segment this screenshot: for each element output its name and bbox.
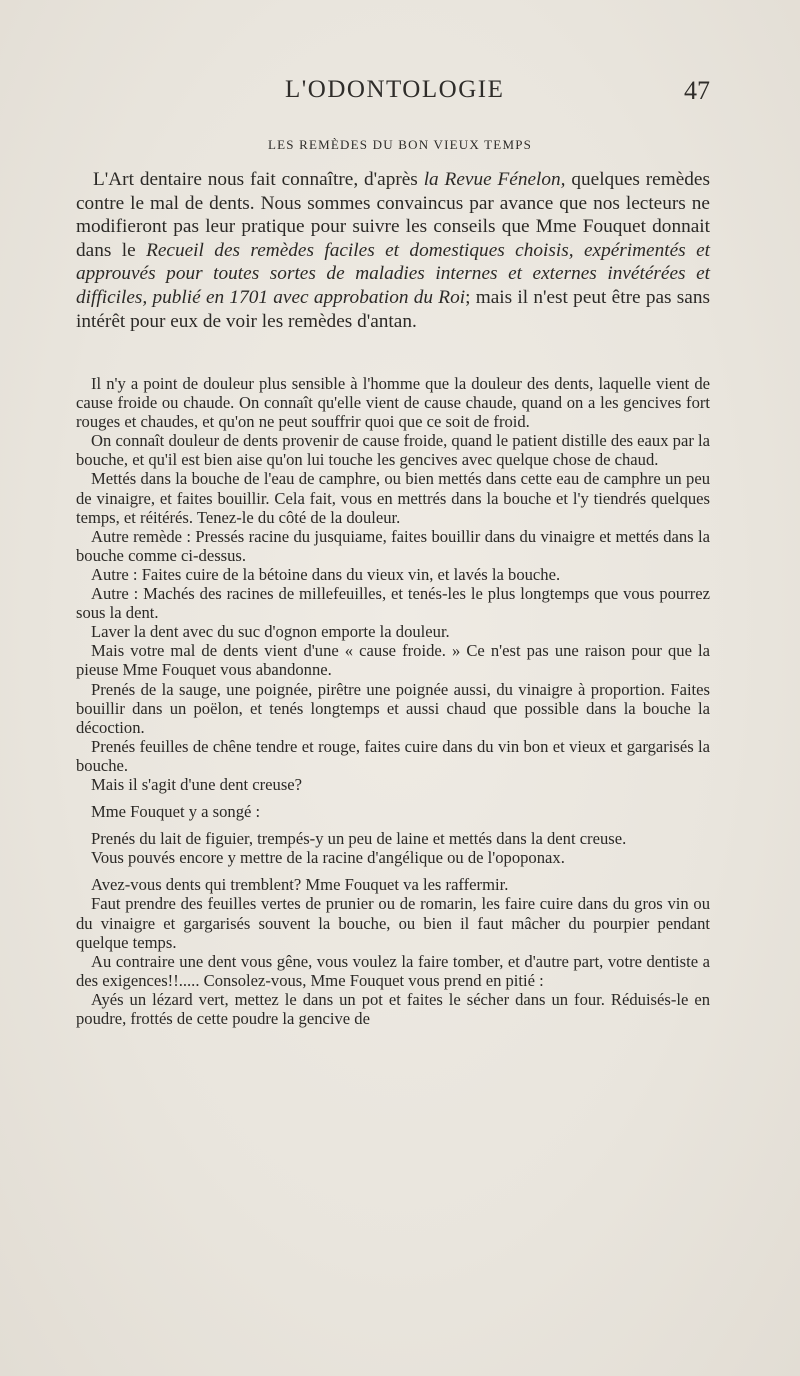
extract-paragraph: Prenés du lait de figuier, trempés-y un peu de laine et mettés dans la dent creuse. xyxy=(91,829,627,849)
extract-paragraph: Au contraire une dent vous gêne, vous voulez la faire tomber, et d'autre part, votre dentiste a des exigences!!..... Consolez-vous, Mme Fouquet vous prend en pitié : xyxy=(76,951,710,990)
extract-paragraph: Autre remède : Pressés racine du jusquiame, faites bouillir dans du vinaigre et mettés dans la bouche comme ci-dessus. xyxy=(76,526,710,565)
remedies-extract xyxy=(76,374,710,1028)
running-head xyxy=(75,76,710,112)
page-number: 47 xyxy=(684,76,710,105)
intro-paragraph xyxy=(76,168,710,333)
extract-paragraph: Vous pouvés encore y mettre de la racine d'angélique ou de l'opoponax. xyxy=(91,848,565,868)
intro-part-1: L'Art dentaire nous fait connaître, d'après xyxy=(93,169,424,190)
journal-title: L'ODONTOLOGIE xyxy=(285,76,505,103)
intro-book-title: Recueil des remèdes faciles et domestiques choisis, expérimentés et approuvés pour toutes sortes de maladies internes et externes invétérées et difficiles, publié en 1701 avec approbation du Roi xyxy=(76,239,710,308)
extract-paragraph: Ayés un lézard vert, mettez le dans un pot et faites le sécher dans un four. Réduisés-le en poudre, frottés de cette poudre la gencive de xyxy=(76,989,710,1028)
extract-paragraph: Mais votre mal de dents vient d'une « cause froide. » Ce n'est pas une raison pour que la pieuse Mme Fouquet vous abandonne. xyxy=(76,641,710,680)
intro-text xyxy=(76,168,710,333)
extract-paragraph: Autre : Faites cuire de la bétoine dans du vieux vin, et lavés la bouche. xyxy=(91,564,561,584)
extract-paragraph: Il n'y a point de douleur plus sensible à l'homme que la douleur des dents, laquelle vient de cause froide ou chaude. On connaît qu'elle vient de cause chaude, quand on a les gencives fort rouges et chaudes, et qu'on ne peut souffrir quoi que ce soit de froid. xyxy=(76,374,710,432)
intro-source-title: la Revue Fénelon, xyxy=(423,169,566,190)
extract-paragraph: Laver la dent avec du suc d'ognon emporte la douleur. xyxy=(91,622,450,642)
extract-paragraph: Mais il s'agit d'une dent creuse? xyxy=(91,774,303,794)
extract-paragraph: On connaît douleur de dents provenir de cause froide, quand le patient distille des eaux par la bouche, et qu'il est bien aise qu'on lui touche les gencives avec quelque chose de chaud. xyxy=(76,431,710,470)
extract-paragraph: Avez-vous dents qui tremblent? Mme Fouquet va les raffermir. xyxy=(91,875,509,895)
extract-paragraph: Prenés de la sauge, une poignée, pirêtre une poignée aussi, du vinaigre à proportion. Faites bouillir dans un poëlon, et tenés longtemps et aussi chaud que possible dans la bouche la décoction. xyxy=(76,679,710,737)
extract-paragraph: Mme Fouquet y a songé : xyxy=(91,802,261,822)
intro-part-3: ; mais il n'est peut être pas sans intérêt pour eux de voir les remèdes d'antan. xyxy=(76,286,710,332)
extract-paragraph: Prenés feuilles de chêne tendre et rouge, faites cuire dans du vin bon et vieux et gargarisés la bouche. xyxy=(76,736,710,775)
extract-paragraph: Faut prendre des feuilles vertes de prunier ou de romarin, les faire cuire dans du gros vin ou du vinaigre et gargarisés souvent la bouche, ou bien il faut mâcher du pourpier pendant quelque temps. xyxy=(76,894,710,952)
extract-paragraph: Autre : Machés des racines de millefeuilles, et tenés-les le plus longtemps que vous pourrez sous la dent. xyxy=(76,584,710,623)
extract-paragraph: Mettés dans la bouche de l'eau de camphre, ou bien mettés dans cette eau de camphre un peu de vinaigre, et faites bouillir. Cela fait, vous en mettrés dans la bouche et l'y tiendrés quelques temps, et réitérés. Tenez-le du côté de la douleur. xyxy=(76,469,710,527)
article-title: LES REMÈDES DU BON VIEUX TEMPS xyxy=(267,137,533,152)
intro-part-2: quelques remèdes contre le mal de dents. Nous sommes convaincus par avance que nos lecteurs ne modifieront pas leur pratique pour suivre les conseils que Mme Fouquet donnait dans le xyxy=(76,169,710,261)
